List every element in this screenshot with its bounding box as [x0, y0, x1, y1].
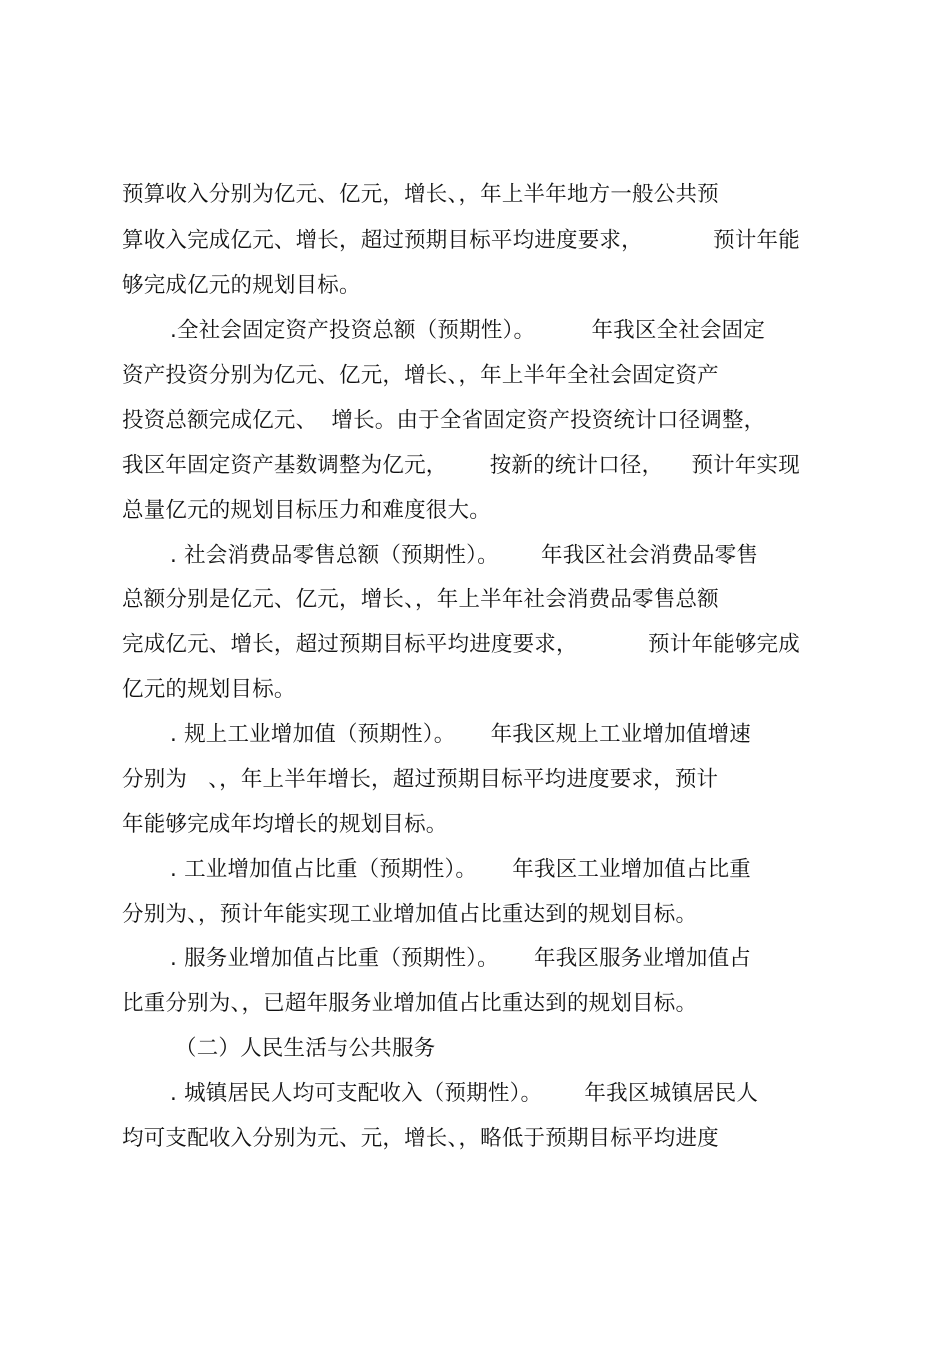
text-line-22: 均可支配收入分别为元、元，增长、，略低于预期目标平均进度 [122, 1126, 719, 1151]
text-line-5: 资产投资分别为亿元、亿元，增长、，年上半年全社会固定资产 [122, 363, 719, 388]
text-line-16: . 工业增加值占比重（预期性）。 年我区工业增加值占比重 [170, 857, 751, 882]
text-line-19: 比重分别为、，已超年服务业增加值占比重达到的规划目标。 [122, 991, 698, 1016]
text-line-9: . 社会消费品零售总额（预期性）。 年我区社会消费品零售 [170, 543, 759, 568]
text-line-17: 分别为、，预计年能实现工业增加值占比重达到的规划目标。 [122, 902, 698, 927]
text-line-10: 总额分别是亿元、亿元，增长、，年上半年社会消费品零售总额 [122, 587, 719, 612]
text-line-18: . 服务业增加值占比重（预期性）。 年我区服务业增加值占 [170, 946, 751, 971]
text-line-2: 算收入完成亿元、增长，超过预期目标平均进度要求， 预计年能 [122, 228, 800, 253]
text-line-15: 年能够完成年均增长的规划目标。 [122, 812, 448, 837]
text-line-7: 我区年固定资产基数调整为亿元， 按新的统计口径， 预计年实现 [122, 453, 800, 478]
text-line-13: . 规上工业增加值（预期性）。 年我区规上工业增加值增速 [170, 722, 751, 747]
text-line-21: . 城镇居民人均可支配收入（预期性）。 年我区城镇居民人 [170, 1081, 759, 1106]
text-line-1: 预算收入分别为亿元、亿元，增长、，年上半年地方一般公共预 [122, 182, 719, 207]
text-line-14: 分别为 、，年上半年增长，超过预期目标平均进度要求，预计 [122, 767, 719, 792]
text-line-4: .全社会固定资产投资总额（预期性）。 年我区全社会固定 [170, 318, 766, 343]
text-line-11: 完成亿元、增长，超过预期目标平均进度要求， 预计年能够完成 [122, 632, 800, 657]
text-line-3: 够完成亿元的规划目标。 [122, 273, 361, 298]
text-line-6: 投资总额完成亿元、 增长。由于全省固定资产投资统计口径调整， [122, 408, 766, 433]
text-line-12: 亿元的规划目标。 [122, 677, 296, 702]
text-line-8: 总量亿元的规划目标压力和难度很大。 [122, 498, 491, 523]
section-heading: （二）人民生活与公共服务 [175, 1036, 436, 1061]
